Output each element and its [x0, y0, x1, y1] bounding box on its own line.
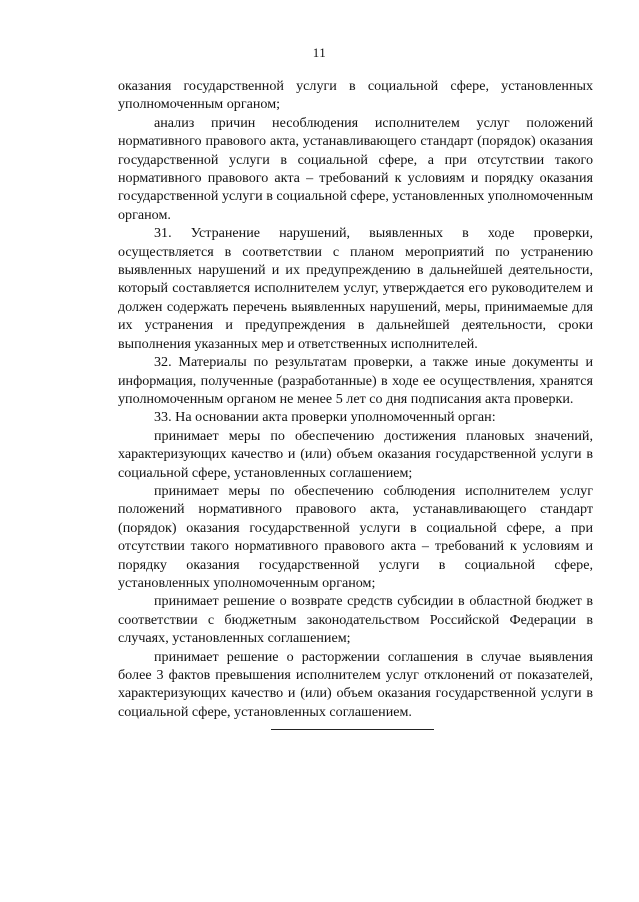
paragraph-continuation: оказания государственной услуги в социальной сфере, установленных уполномоченным органом;	[118, 78, 593, 113]
paragraph-analysis: анализ причин несоблюдения исполнителем услуг положений нормативного правового акта, устанавливающего стандарт (порядок) оказания государственной услуги в социальной сфере, а при отсутствии такого нормативного правового акта – требований к условиям и порядку оказания государственной услуги в социальной сфере, установленных уполномоченным органом.	[118, 114, 594, 223]
paragraph-clause-31: 31. Устранение нарушений, выявленных в ходе проверки, осуществляется в соответствии с планом мероприятий по устранению выявленных нарушений и их предупреждению в дальнейшей деятельности, который составляется исполнителем услуг, утверждается его руководителем и должен содержать перечень выявленных нарушений, меры, принимаемые для их устранения и предупреждения в дальнейшей деятельности, сроки выполнения указанных мер и ответственных исполнителей.	[118, 225, 593, 352]
end-of-document-rule	[271, 729, 434, 730]
paragraph-clause-32: 32. Материалы по результатам проверки, а также иные документы и информация, полученные (разработанные) в ходе ее осуществления, хранятся уполномоченным органом не менее 5 лет со дня подписания акта проверки.	[118, 354, 593, 407]
paragraph-measure-compliance: принимает меры по обеспечению соблюдения исполнителем услуг положений нормативного правового акта, устанавливающего стандарт (порядок) оказания государственной услуги в социальной сфере, а при отсутствии такого нормативного правового акта – требований к условиям и порядку оказания государственной услуги в социальной сфере, установленных уполномоченным органом;	[118, 482, 593, 591]
document-body	[118, 77, 593, 721]
paragraph-agreement-termination: принимает решение о расторжении соглашения в случае выявления более 3 фактов превышения исполнителем услуг отклонений от показателей, характеризующих качество и (или) объем оказания государственной услуги в социальной сфере, установленных соглашением.	[118, 648, 593, 720]
page-number: 11	[312, 45, 327, 60]
paragraph-clause-33: 33. На основании акта проверки уполномоченный орган:	[154, 409, 496, 426]
paragraph-measure-targets: принимает меры по обеспечению достижения плановых значений, характеризующих качество и (или) объем оказания государственной услуги в социальной сфере, установленных соглашением;	[118, 427, 593, 481]
paragraph-subsidy-return: принимает решение о возврате средств субсидии в областной бюджет в соответствии с бюджетным законодательством Российской Федерации в случаях, установленных соглашением;	[118, 593, 593, 647]
